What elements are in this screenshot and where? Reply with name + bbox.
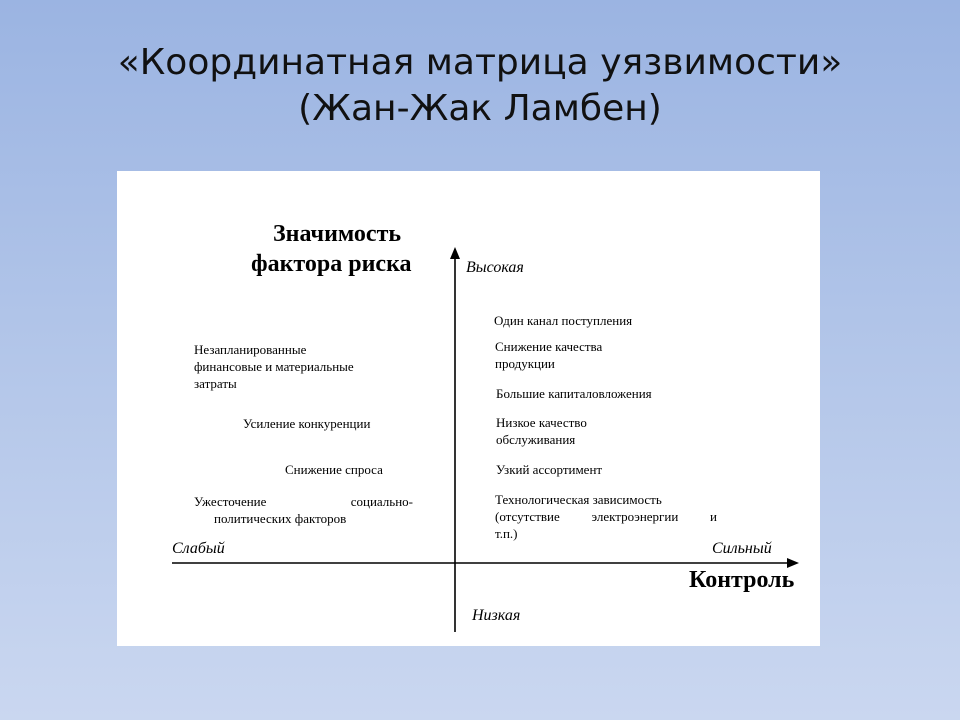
x-axis-weak-label: Слабый bbox=[172, 540, 225, 557]
y-axis-low-label: Низкая bbox=[472, 607, 521, 624]
strong-item-narrow-assortment: Узкий ассортимент bbox=[496, 462, 603, 477]
y-axis-high-label: Высокая bbox=[466, 259, 524, 276]
weak-item-unplanned-costs: Незапланированные финансовые и материальные затраты bbox=[194, 342, 354, 391]
strong-item-capital-investment: Большие капиталовложения bbox=[496, 386, 652, 401]
strong-item-quality-decline: Снижение качества продукции bbox=[495, 339, 603, 371]
y-axis-label: Значимость фактора риска bbox=[251, 221, 412, 277]
vulnerability-matrix bbox=[117, 171, 820, 646]
strong-item-single-channel: Один канал поступления bbox=[494, 313, 633, 328]
x-axis-strong-label: Сильный bbox=[712, 540, 772, 557]
title-line-2: (Жан-Жак Ламбен) bbox=[298, 88, 662, 129]
slide-title bbox=[0, 40, 960, 132]
weak-item-socio-political: Ужесточение социально- политических факторов bbox=[194, 494, 413, 526]
strong-item-tech-dependency: Технологическая зависимость (отсутствие электроэнергии и т.п.) bbox=[495, 492, 717, 541]
title-line-1: «Координатная матрица уязвимости» bbox=[117, 42, 843, 83]
x-axis-label: Контроль bbox=[689, 567, 795, 593]
weak-item-demand-decline: Снижение спроса bbox=[285, 462, 383, 477]
strong-item-low-service-quality: Низкое качество обслуживания bbox=[496, 415, 587, 447]
weak-item-competition: Усиление конкуренции bbox=[243, 416, 371, 431]
